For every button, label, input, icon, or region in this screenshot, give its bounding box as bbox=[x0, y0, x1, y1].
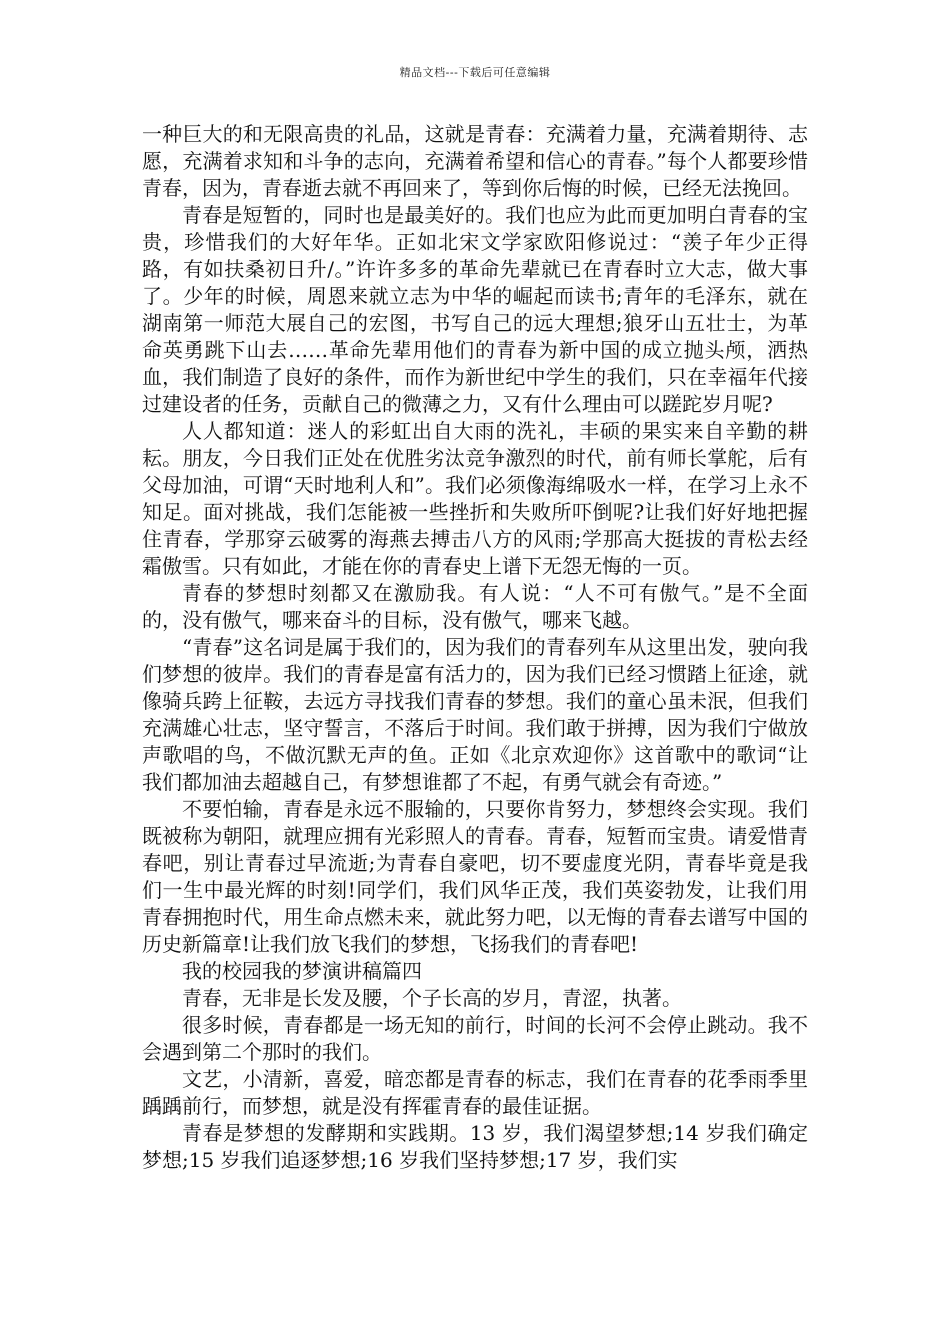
document-body bbox=[142, 121, 808, 1174]
paragraph-9: 文艺，小清新，喜爱，暗恋都是青春的标志，我们在青春的花季雨季里踽踽前行，而梦想，就是没有挥霍青春的最佳证据。 bbox=[142, 1067, 808, 1118]
section-heading: 我的校园我的梦演讲稿篇四 bbox=[182, 959, 422, 983]
paragraph-6: 不要怕输，青春是永远不服输的，只要你肯努力，梦想终会实现。我们既被称为朝阳，就理应拥有光彩照人的青春。青春，短暂而宝贵。请爱惜青春吧，别让青春过早流逝;为青春自豪吧，切不要虚度光阴，青春毕竟是我们一生中最光辉的时刻!同学们，我们风华正茂，我们英姿勃发，让我们用青春拥抱时代，用生命点燃未来，就此努力吧，以无悔的青春去谱写中国的历史新篇章!让我们放飞我们的梦想，飞扬我们的青春吧! bbox=[142, 797, 808, 956]
paragraph-7: 青春，无非是长发及腰，个子长高的岁月，青涩，执著。 bbox=[182, 986, 682, 1010]
paragraph-5: “青春”这名词是属于我们的，因为我们的青春列车从这里出发，驶向我们梦想的彼岸。我们的青春是富有活力的，因为我们已经习惯踏上征途，就像骑兵跨上征鞍，去远方寻找我们青春的梦想。我们的童心虽未泯，但我们充满雄心壮志，坚守誓言，不落后于时间。我们敢于拼搏，因为我们宁做放声歌唱的鸟，不做沉默无声的鱼。正如《北京欢迎你》这首歌中的歌词“让我们都加油去超越自己，有梦想谁都了不起，有勇气就会有奇迹。” bbox=[142, 635, 808, 794]
paragraph-2: 青春是短暂的，同时也是最美好的。我们也应为此而更加明白青春的宝贵，珍惜我们的大好年华。正如北宋文学家欧阳修说过：“羡子年少正得路，有如扶桑初日升/。”许许多多的革命先辈就已在青春时立大志，做大事了。少年的时候，周恩来就立志为中华的崛起而读书;青年的毛泽东，就在湖南第一师范大展自己的宏图，书写自己的远大理想;狼牙山五壮士，为革命英勇跳下山去……革命先辈用他们的青春为新中国的成立抛头颅，洒热血，我们制造了良好的条件，而作为新世纪中学生的我们，只在幸福年代接过建设者的任务，贡献自己的微薄之力，又有什么理由可以蹉跎岁月呢? bbox=[142, 203, 808, 416]
paragraph-4: 青春的梦想时刻都又在激励我。有人说：“人不可有傲气。”是不全面的，没有傲气，哪来奋斗的目标，没有傲气，哪来飞越。 bbox=[142, 581, 808, 632]
paragraph-8: 很多时候，青春都是一场无知的前行，时间的长河不会停止跳动。我不会遇到第二个那时的我们。 bbox=[142, 1013, 808, 1064]
paragraph-1: 一种巨大的和无限高贵的礼品，这就是青春：充满着力量，充满着期待、志愿，充满着求知和斗争的志向，充满着希望和信心的青春。”每个人都要珍惜青春，因为，青春逝去就不再回来了，等到你后悔的时候，已经无法挽回。 bbox=[142, 122, 808, 200]
paragraph-10: 青春是梦想的发酵期和实践期。13 岁，我们渴望梦想;14 岁我们确定梦想;15 岁我们追逐梦想;16 岁我们坚持梦想;17 岁，我们实 bbox=[142, 1121, 808, 1172]
paragraph-3: 人人都知道：迷人的彩虹出自大雨的洗礼，丰硕的果实来自辛勤的耕耘。朋友，今日我们正处在优胜劣汰竞争激烈的时代，前有师长掌舵，后有父母加油，可谓“天时地利人和”。我们必须像海绵吸水一样，在学习上永不知足。面对挑战，我们怎能被一些挫折和失败所吓倒呢?让我们好好地把握住青春，学那穿云破雾的海燕去搏击八方的风雨;学那高大挺拔的青松去经霜傲雪。只有如此，才能在你的青春史上谱下无怨无悔的一页。 bbox=[142, 419, 808, 578]
page-header: 精品文档---下载后可任意编辑 bbox=[399, 66, 551, 79]
